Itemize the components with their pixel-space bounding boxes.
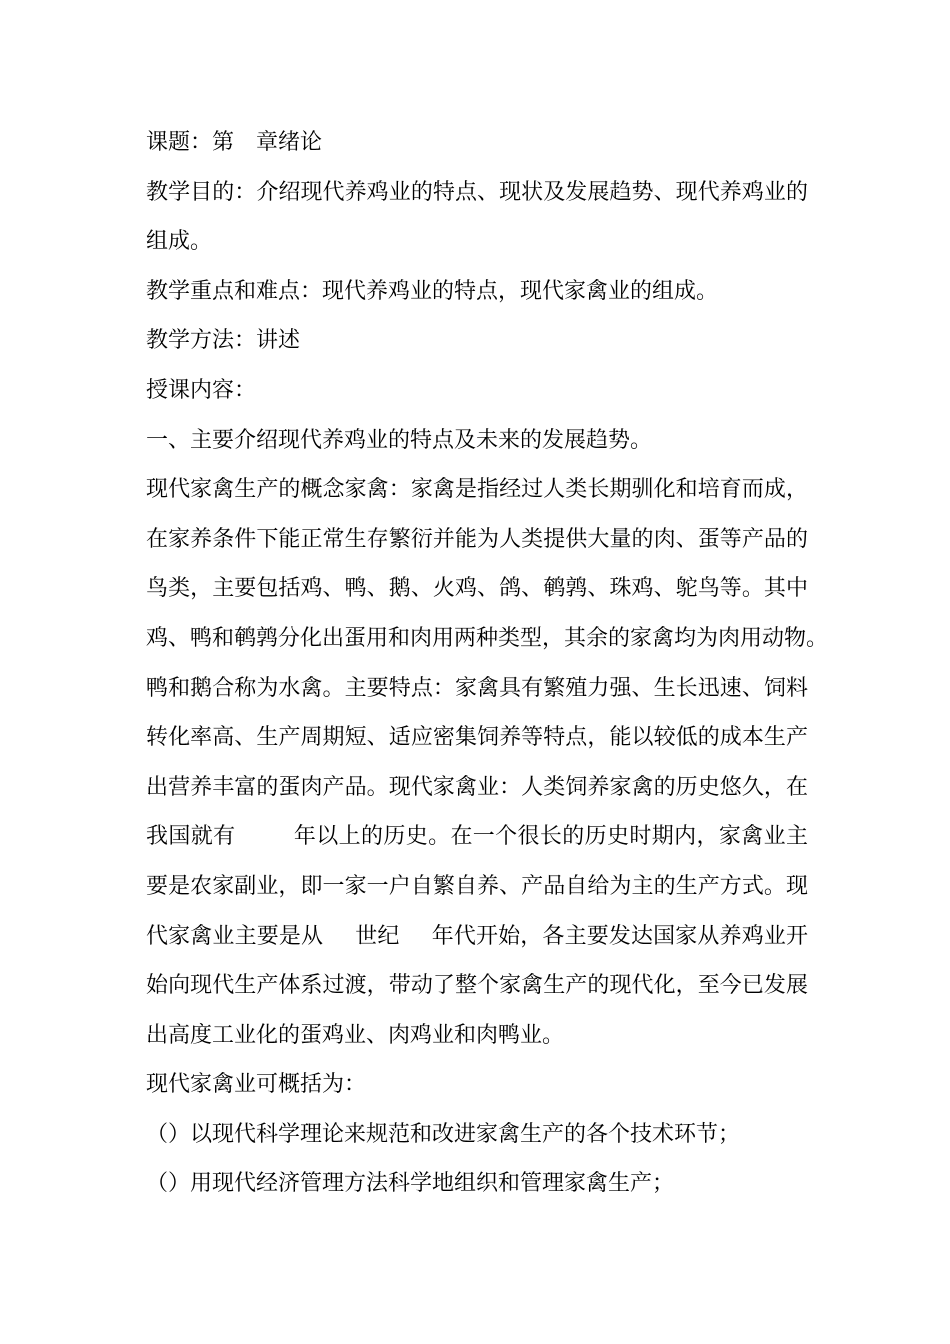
paragraph-line: 现代家禽生产的概念家禽：家禽是指经过人类长期驯化和培育而成， — [146, 477, 808, 503]
paragraph-line: 要是农家副业，即一家一户自繁自养、产品自给为主的生产方式。现 — [146, 873, 808, 899]
title-text: 章绪论 — [256, 130, 323, 155]
paragraph-fragment: 年以上的历史。在一个很长的历史时期内，家禽业主 — [293, 824, 808, 850]
paragraph-line — [146, 912, 808, 962]
list-item-open-paren: （ — [146, 1121, 169, 1147]
paragraph-fragment: 世纪 — [355, 923, 400, 949]
objective-line-1: 教学目的：介绍现代养鸡业的特点、现状及发展趋势、现代养鸡业的 — [146, 179, 808, 205]
list-item — [146, 1159, 808, 1209]
paragraph-fragment: 我国就有 — [146, 824, 236, 850]
paragraph-line: 转化率高、生产周期短、适应密集饲养等特点，能以较低的成本生产 — [146, 725, 808, 751]
section-one-heading: 一、主要介绍现代养鸡业的特点及未来的发展趋势。 — [146, 427, 653, 453]
paragraph-line: 在家养条件下能正常生存繁衍并能为人类提供大量的肉、蛋等产品的 — [146, 526, 808, 552]
list-item-close-paren: ） — [168, 1171, 191, 1197]
content-heading: 授课内容： — [146, 377, 257, 403]
list-item-text: 用现代经济管理方法科学地组织和管理家禽生产； — [190, 1171, 675, 1197]
paragraph-line: 始向现代生产体系过渡，带动了整个家禽生产的现代化，至今已发展 — [146, 973, 808, 999]
method-line: 教学方法：讲述 — [146, 328, 301, 354]
paragraph-line: 鸡、鸭和鹌鹑分化出蛋用和肉用两种类型，其余的家禽均为肉用动物。 — [146, 625, 829, 651]
objective-line-2: 组成。 — [146, 229, 213, 255]
paragraph-fragment: 年代开始，各主要发达国家从养鸡业开 — [431, 923, 808, 949]
paragraph-line — [146, 812, 808, 862]
list-item-open-paren: （ — [146, 1171, 169, 1197]
paragraph-fragment: 代家禽业主要是从 — [146, 923, 324, 949]
title-line — [146, 118, 808, 168]
key-points-line: 教学重点和难点：现代养鸡业的特点，现代家禽业的组成。 — [146, 278, 719, 304]
paragraph-line: 鸭和鹅合称为水禽。主要特点：家禽具有繁殖力强、生长迅速、饲料 — [146, 675, 808, 701]
paragraph-line: 鸟类，主要包括鸡、鸭、鹅、火鸡、鸽、鹌鹑、珠鸡、鸵鸟等。其中 — [146, 576, 808, 602]
paragraph-line: 出高度工业化的蛋鸡业、肉鸡业和肉鸭业。 — [146, 1022, 565, 1048]
list-item-text: 以现代科学理论来规范和改进家禽生产的各个技术环节； — [190, 1121, 741, 1147]
list-item — [146, 1110, 808, 1160]
document-body — [146, 118, 829, 1209]
list-item-close-paren: ） — [168, 1121, 191, 1147]
title-label: 课题：第 — [146, 130, 235, 155]
paragraph-line: 出营养丰富的蛋肉产品。现代家禽业：人类饲养家禽的历史悠久，在 — [146, 774, 808, 800]
summary-heading: 现代家禽业可概括为： — [146, 1072, 367, 1098]
